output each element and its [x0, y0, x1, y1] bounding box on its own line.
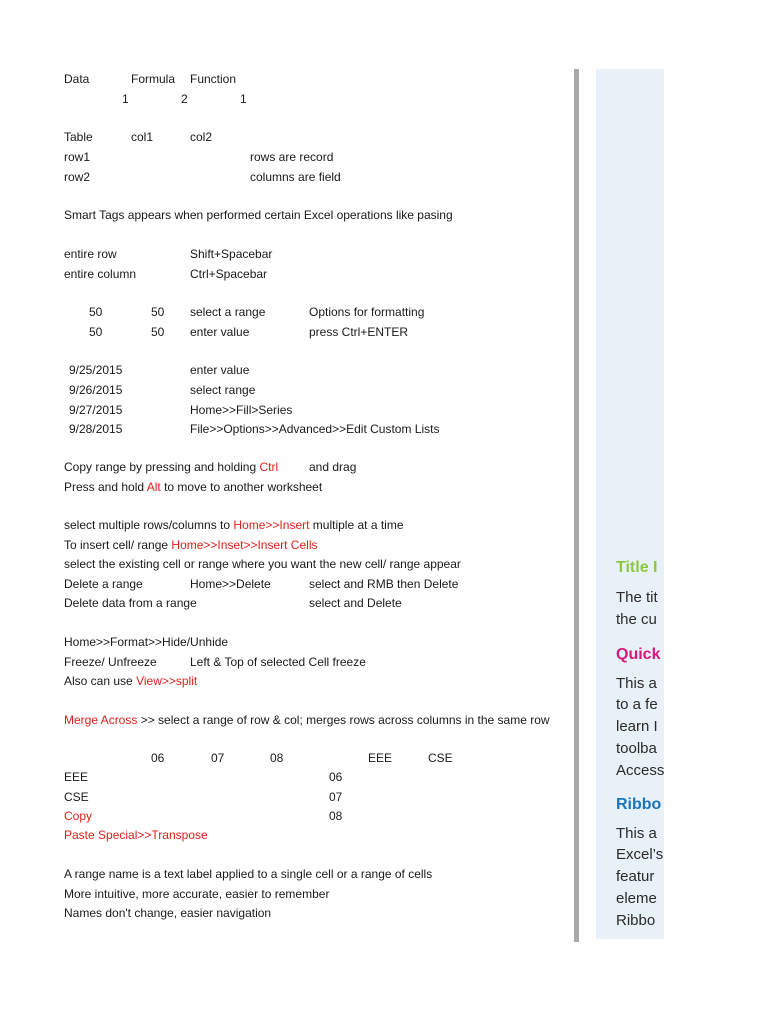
- entire-row-shortcut: Shift+Spacebar: [190, 247, 273, 261]
- value-formula: 2: [181, 92, 188, 106]
- move-note: Press and hold Alt to move to another worksheet: [64, 480, 323, 494]
- fill-step: select a range: [190, 305, 266, 319]
- hide-unhide-command: Home>>Format>>Hide/Unhide: [64, 635, 229, 649]
- sidebar-panel: [596, 69, 664, 939]
- date-cell: 9/27/2015: [69, 403, 123, 417]
- sidebar-text: learn I: [616, 718, 658, 735]
- fill-value: 50: [151, 305, 165, 319]
- transposed-value: 07: [329, 790, 343, 804]
- ribbon-heading: Ribbo: [616, 796, 662, 813]
- delete-data-label: Delete data from a range: [64, 596, 197, 610]
- insert-cells-command: Home>>Inset>>Insert Cells: [171, 538, 318, 552]
- transposed-value: 06: [329, 770, 343, 784]
- fill-value: 50: [89, 325, 103, 339]
- date-note: select range: [190, 383, 256, 397]
- range-name-note: More intuitive, more accurate, easier to remember: [64, 887, 330, 901]
- transpose-row-label: EEE: [64, 770, 89, 784]
- sidebar-text: Ribbo: [616, 912, 656, 929]
- sidebar-text: toolba: [616, 740, 657, 757]
- fill-step: enter value: [190, 325, 250, 339]
- copy-note: Copy range by pressing and holding Ctrl: [64, 460, 279, 474]
- date-note: enter value: [190, 363, 250, 377]
- range-name-note: Names don't change, easier navigation: [64, 906, 272, 920]
- range-name-note: A range name is a text label applied to a single cell or a range of cells: [64, 867, 433, 881]
- insert-position-note: select the existing cell or range where you want the new cell/ range appear: [64, 557, 461, 571]
- copy-command: Copy: [64, 809, 93, 823]
- merge-across-note: Merge Across >> select a range of row & col; merges rows across columns in the same row: [64, 713, 550, 727]
- delete-data-note: select and Delete: [309, 596, 402, 610]
- date-cell: 9/26/2015: [69, 383, 123, 397]
- paste-special-transpose-command: Paste Special>>Transpose: [64, 828, 208, 842]
- date-note: File>>Options>>Advanced>>Edit Custom Lists: [190, 422, 440, 436]
- entire-row-label: entire row: [64, 247, 117, 261]
- ctrl-key: Ctrl: [259, 460, 279, 474]
- col1-label: col1: [131, 130, 154, 144]
- insert-multiple-note: select multiple rows/columns to Home>>Insert multiple at a time: [64, 518, 404, 532]
- row1-note: rows are record: [250, 150, 334, 164]
- sidebar-text: the cu: [616, 611, 657, 628]
- transpose-col-header: 06: [151, 751, 165, 765]
- table-label: Table: [64, 130, 93, 144]
- date-cell: 9/25/2015: [69, 363, 123, 377]
- value-data: 1: [122, 92, 129, 106]
- delete-range-label: Delete a range: [64, 577, 143, 591]
- smart-tags-note: Smart Tags appears when performed certain Excel operations like pasing: [64, 208, 453, 222]
- title-bar-heading: Title I: [616, 559, 658, 576]
- transpose-col-header: 08: [270, 751, 284, 765]
- sidebar-text: to a fe: [616, 696, 658, 713]
- transpose-row-label: CSE: [64, 790, 89, 804]
- sidebar-text: featur: [616, 868, 655, 885]
- date-cell: 9/28/2015: [69, 422, 123, 436]
- value-function: 1: [240, 92, 247, 106]
- quick-access-heading: Quick: [616, 646, 661, 663]
- sidebar-text: Excel’s: [616, 846, 664, 863]
- delete-range-note: select and RMB then Delete: [309, 577, 459, 591]
- fill-note: press Ctrl+ENTER: [309, 325, 409, 339]
- sidebar-text: This a: [616, 825, 657, 842]
- header-formula: Formula: [131, 72, 176, 86]
- view-split-command: View>>split: [136, 674, 198, 688]
- freeze-label: Freeze/ Unfreeze: [64, 655, 157, 669]
- date-note: Home>>Fill>Series: [190, 403, 293, 417]
- sidebar-text: This a: [616, 675, 657, 692]
- fill-value: 50: [89, 305, 103, 319]
- entire-column-label: entire column: [64, 267, 137, 281]
- sidebar-text: eleme: [616, 890, 657, 907]
- col2-label: col2: [190, 130, 213, 144]
- transpose-col-header: 07: [211, 751, 225, 765]
- home-insert-command: Home>>Insert: [233, 518, 310, 532]
- sidebar-text: The tit: [616, 589, 658, 606]
- fill-note: Options for formatting: [309, 305, 425, 319]
- alt-key: Alt: [146, 480, 161, 494]
- merge-across-command: Merge Across: [64, 713, 138, 727]
- row2-note: columns are field: [250, 170, 341, 184]
- fill-value: 50: [151, 325, 165, 339]
- split-note: Also can use View>>split: [64, 674, 198, 688]
- row2-label: row2: [64, 170, 91, 184]
- copy-note-end: and drag: [309, 460, 357, 474]
- header-data: Data: [64, 72, 90, 86]
- transposed-header: CSE: [428, 751, 453, 765]
- entire-column-shortcut: Ctrl+Spacebar: [190, 267, 268, 281]
- header-function: Function: [190, 72, 237, 86]
- freeze-note: Left & Top of selected Cell freeze: [190, 655, 366, 669]
- transposed-header: EEE: [368, 751, 393, 765]
- delete-range-command: Home>>Delete: [190, 577, 271, 591]
- transposed-value: 08: [329, 809, 343, 823]
- row1-label: row1: [64, 150, 91, 164]
- insert-cell-note: To insert cell/ range Home>>Inset>>Insert Cells: [64, 538, 318, 552]
- page-divider: [574, 69, 579, 942]
- sidebar-text: Access: [616, 762, 664, 779]
